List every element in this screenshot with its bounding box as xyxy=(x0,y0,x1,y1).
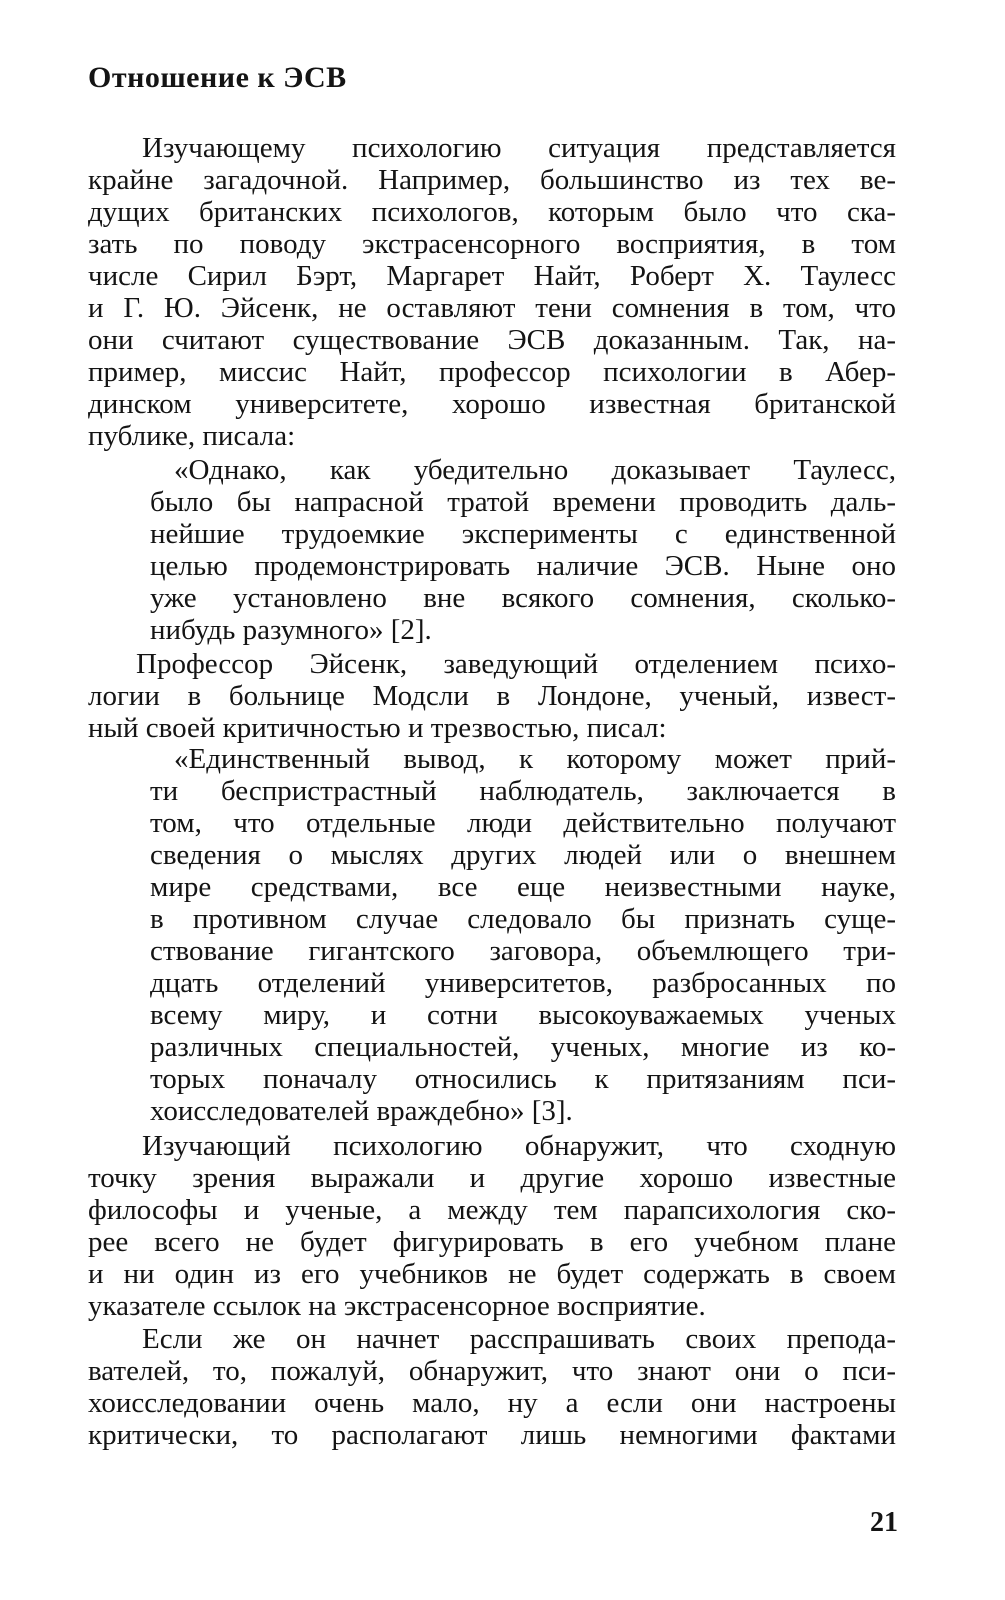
quote-line: том, что отдельные люди действительно получают xyxy=(150,807,896,839)
text-line: точку зрения выражали и другие хорошо известные xyxy=(88,1162,896,1194)
text-line: и ни один из его учебников не будет содержать в своем xyxy=(88,1258,896,1290)
quote-line: ствование гигантского заговора, объемлющего три- xyxy=(150,935,896,967)
quote-1 xyxy=(150,454,896,646)
quote-line: уже установлено вне всякого сомнения, сколько- xyxy=(150,582,896,614)
text-line: дущих британских психологов, которым было что ска- xyxy=(88,196,896,228)
text-line: логии в больнице Модсли в Лондоне, ученый, извест- xyxy=(88,680,896,712)
text-line: и Г. Ю. Эйсенк, не оставляют тени сомнения в том, что xyxy=(88,292,896,324)
quote-line: «Единственный вывод, к которому может прий- xyxy=(174,743,896,775)
text-line: указателе ссылок на экстрасенсорное восприятие. xyxy=(88,1290,706,1322)
quote-line: ти беспристрастный наблюдатель, заключается в xyxy=(150,775,896,807)
quote-line: нибудь разумного» [2]. xyxy=(150,614,432,646)
text-line: Изучающему психологию ситуация представляется xyxy=(142,132,896,164)
quote-line: хоисследователей враждебно» [3]. xyxy=(150,1095,573,1127)
text-line: Если же он начнет расспрашивать своих препода- xyxy=(142,1323,896,1355)
paragraph-4 xyxy=(88,1323,896,1451)
text-line: ный своей критичностью и трезвостью, писал: xyxy=(88,712,667,744)
quote-line: мире средствами, все еще неизвестными науке, xyxy=(150,871,896,903)
text-line: вателей, то, пожалуй, обнаружит, что знают они о пси- xyxy=(88,1355,896,1387)
paragraph-2 xyxy=(88,648,896,744)
quote-line: «Однако, как убедительно доказывает Таулесс, xyxy=(174,454,896,486)
paragraph-3 xyxy=(88,1130,896,1322)
quote-line: всему миру, и сотни высокоуважаемых ученых xyxy=(150,999,896,1031)
quote-line: целью продемонстрировать наличие ЭСВ. Ныне оно xyxy=(150,550,896,582)
text-line: публике, писала: xyxy=(88,420,296,452)
quote-line: нейшие трудоемкие эксперименты с единственной xyxy=(150,518,896,550)
text-line: философы и ученые, а между тем парапсихология ско- xyxy=(88,1194,896,1226)
quote-line: дцать отделений университетов, разбросанных по xyxy=(150,967,896,999)
quote-line: торых поначалу относились к притязаниям пси- xyxy=(150,1063,896,1095)
text-line: пример, миссис Найт, профессор психологии в Абер- xyxy=(88,356,896,388)
quote-line: было бы напрасной тратой времени проводить даль- xyxy=(150,486,896,518)
quote-line: сведения о мыслях других людей или о внешнем xyxy=(150,839,896,871)
quote-line: в противном случае следовало бы признать суще- xyxy=(150,903,896,935)
quote-2 xyxy=(150,743,896,1127)
text-line: хоисследовании очень мало, ну а если они настроены xyxy=(88,1387,896,1419)
text-line: Профессор Эйсенк, заведующий отделением психо- xyxy=(136,648,896,680)
page-number: 21 xyxy=(870,1507,898,1538)
text-line: они считают существование ЭСВ доказанным. Так, на- xyxy=(88,324,896,356)
text-line: динском университете, хорошо известная британской xyxy=(88,388,896,420)
text-line: рее всего не будет фигурировать в его учебном плане xyxy=(88,1226,896,1258)
text-line: Изучающий психологию обнаружит, что сходную xyxy=(142,1130,896,1162)
quote-line: различных специальностей, ученых, многие из ко- xyxy=(150,1031,896,1063)
text-line: зать по поводу экстрасенсорного восприятия, в том xyxy=(88,228,896,260)
paragraph-1 xyxy=(88,132,896,452)
text-line: критически, то располагают лишь немногими фактами xyxy=(88,1419,896,1451)
text-line: числе Сирил Бэрт, Маргарет Найт, Роберт Х. Таулесс xyxy=(88,260,896,292)
section-heading: Отношение к ЭСВ xyxy=(88,61,347,94)
text-line: крайне загадочной. Например, большинство из тех ве- xyxy=(88,164,896,196)
